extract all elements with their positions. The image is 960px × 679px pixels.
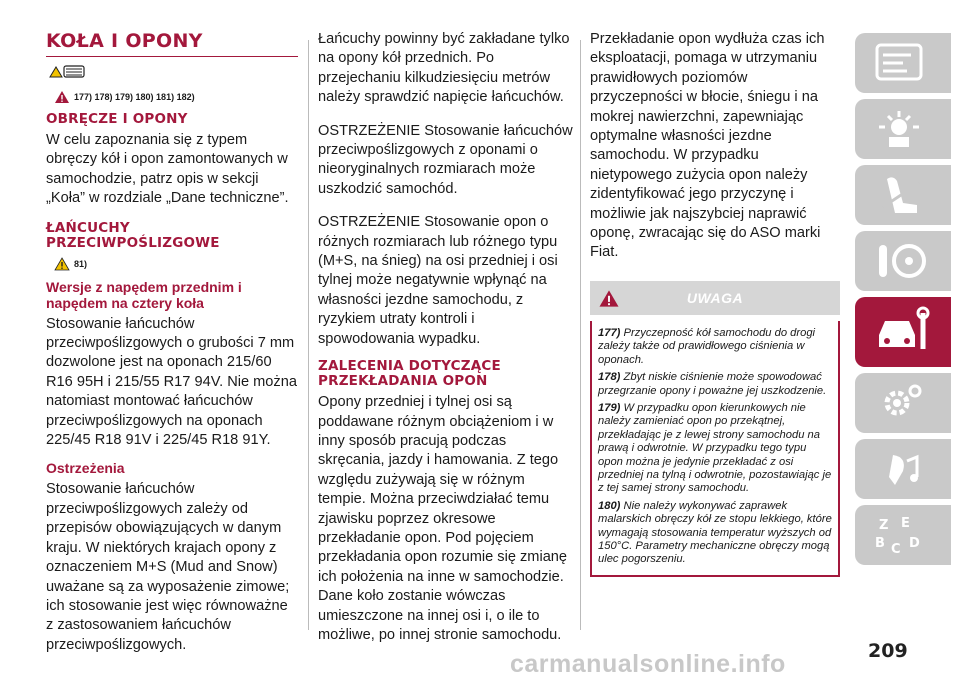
multimedia-icon: [873, 447, 931, 491]
svg-text:Z: Z: [879, 518, 889, 533]
column-divider-2: [580, 40, 581, 630]
note-text: Zbyt niskie ciśnienie może spowodować przegrzanie opony i poważne jej uszkodzenie.: [598, 371, 827, 397]
tab-multimedia[interactable]: [855, 439, 951, 499]
note-number: 180): [598, 499, 621, 512]
warning-refs-text-2: 81): [74, 258, 88, 269]
tab-maintenance[interactable]: [855, 373, 951, 433]
paragraph-awd: Stosowanie łańcuchów przeciwpoślizgowych o grubości 7 mm dozwolone jest na oponach 215/60 R16 95H i 215/55 R17 94V. Nie można natomiast montować łańcuchów przeciwpoślizgowych na oponach 225/45 R18 91V i 225/45 R18 91Y.: [46, 315, 297, 449]
starting-driving-icon: [873, 239, 931, 283]
warning-triangle-icon: [54, 90, 70, 104]
svg-text:E: E: [901, 516, 910, 531]
column-divider-1: [308, 40, 309, 630]
warning-refs-text: 177) 178) 179) 180) 181) 182): [74, 92, 195, 102]
heading-warnings: Ostrzeżenia: [46, 460, 125, 477]
note-box-body: [590, 321, 840, 577]
dashboard-icon: [873, 41, 931, 85]
note-box: [590, 281, 840, 577]
tab-index[interactable]: [855, 505, 951, 565]
heading-chains: ŁAŃCUCHY PRZECIWPOŚLIZGOWE: [46, 219, 220, 251]
note-item: [598, 327, 832, 367]
seat-safety-icon: [873, 173, 931, 217]
chapter-tabs: [855, 33, 960, 571]
paragraph-chains-front: Łańcuchy powinny być zakładane tylko na opony kół przednich. Po przejechaniu kilkudziesięciu metrów należy sprawdzić napięcie łańcuchów.: [318, 31, 570, 106]
caution-triangle-icon: [54, 257, 70, 271]
note-number: 178): [598, 371, 621, 384]
svg-text:B: B: [875, 536, 885, 551]
column-2: [318, 30, 574, 651]
tab-seat-safety[interactable]: [855, 165, 951, 225]
tab-starting-driving[interactable]: [855, 231, 951, 291]
note-text: Przyczepność kół samochodu do drogi zależy także od prawidłowego ciśnienia w oponach.: [598, 326, 816, 366]
paragraph-warning-size: OSTRZEŻENIE Stosowanie łańcuchów przeciwpoślizgowych z oponami o nieoryginalnych rozmiarach może uszkodzić samochód.: [318, 122, 573, 197]
car-service-icon: [873, 305, 935, 359]
note-box-title: UWAGA: [686, 289, 744, 306]
column-1: [46, 30, 298, 661]
page-number: 209: [868, 640, 908, 662]
warning-references: [54, 90, 298, 104]
note-item: [598, 500, 832, 567]
maintenance-icon: [873, 381, 931, 425]
heading-awd: Wersje z napędem przednim i napędem na cztery koła: [46, 278, 242, 311]
index-icon: [873, 513, 931, 557]
note-item: [598, 402, 832, 496]
svg-text:D: D: [909, 536, 920, 551]
column-3: [590, 30, 842, 577]
note-item: [598, 371, 832, 398]
warning-triangle-icon: [598, 289, 620, 308]
tab-dashboard[interactable]: [855, 33, 951, 93]
paragraph-warning-mixed: OSTRZEŻENIE Stosowanie opon o różnych rozmiarach lub różnego typu (M+S, na śnieg) na osi przedniej i osi tylnej może negatywnie wpłynąć na własności jezdne samochodu, z ryzykiem utraty kontroli i spowodowania wypadku.: [318, 214, 558, 347]
paragraph-warnings: Stosowanie łańcuchów przeciwpoślizgowych zależy od przepisów obowiązujących w danym kraju. W niektórych krajach opony z oznaczeniem M+S (Mud and Snow) uważane są za wyposażenie zimowe; ich stosowanie jest więc równoważne z zastosowaniem łańcuchów przeciwpoślizgowych.: [46, 481, 290, 653]
warning-lights-icon: [873, 107, 931, 151]
watermark: carmanualsonline.info: [510, 650, 786, 678]
title-divider: [46, 56, 298, 57]
note-text: W przypadku opon kierunkowych nie należy zamieniać opon po przekątnej, przekładając je z lewej strony samochodu na prawą i odwrotnie. W przypadku tego typu opon można je jedynie przekładać z osi przedniej na tylną i odwrotnie, pozostawiając je z tej samej strony samochodu.: [598, 401, 832, 495]
note-box-header: [590, 281, 840, 315]
heading-rims: OBRĘCZE I OPONY: [46, 111, 188, 127]
tab-warning-lights[interactable]: [855, 99, 951, 159]
note-number: 177): [598, 326, 621, 339]
paragraph-rotation-benefits: Przekładanie opon wydłuża czas ich eksploatacji, pomaga w utrzymaniu prawidłowych poziomów przyczepności w błocie, śniegu i na mokrej nawierzchni, zapewniając optymalne własności jezdne samochodu. W przypadku nietypowego zużycia opon należy zidentyfikować jego przyczynę i możliwie jak najszybciej naprawić oponę, zwracając się do ASO marki Fiat.: [590, 31, 825, 261]
tab-car-service[interactable]: [855, 297, 951, 367]
svg-text:C: C: [891, 542, 901, 557]
note-number: 179): [598, 401, 621, 414]
paragraph-rims: W celu zapoznania się z typem obręczy kół i opon zamontowanych w samochodzie, patrz opis w sekcji „Koła” w rozdziale „Dane techniczne”.: [46, 132, 289, 207]
heading-rotation: ZALECENIA DOTYCZĄCE PRZEKŁADANIA OPON: [318, 358, 501, 390]
note-text: Nie należy wykonywać zaprawek malarskich obręczy kół ze stopu lekkiego, które wymagają stosowania temperatur wyższych od 150°C. Parametry mechaniczne obręczy mogą ulec pogorszeniu.: [598, 499, 832, 566]
warning-references-2: [54, 257, 298, 271]
section-title: KOŁA I OPONY: [46, 30, 203, 52]
paragraph-rotation: Opony przedniej i tylnej osi są poddawane różnym obciążeniom i w inny sposób pracują podczas skręcania, jazdy i hamowania. Z tego względu zużywają się w różnym tempie. Można przeciwdziałać temu zjawisku poprzez okresowe przekładanie opon. Pod pojęciem przekładania opon rozumie się zmianę ich położenia na inne w samochodzie. Dane koło zostanie wówczas umieszczone na innej osi i, o ile to możliwe, po innej stronie samochodu.: [318, 394, 568, 643]
tyre-warning-icon: [48, 63, 88, 79]
